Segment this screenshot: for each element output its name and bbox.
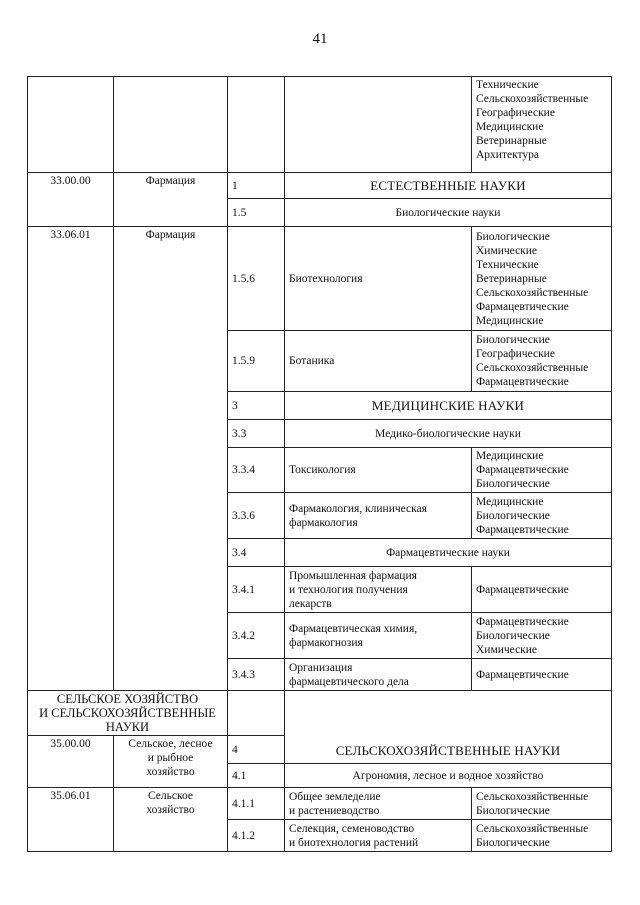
num-cell: 3.4.2 xyxy=(228,613,285,659)
name-cell: Сельское хозяйство xyxy=(114,788,228,852)
table-row xyxy=(28,173,612,199)
num-cell: 3.3.6 xyxy=(228,493,285,539)
code-cell: 35.06.01 xyxy=(28,788,114,852)
table-row xyxy=(28,77,612,173)
code-cell: 33.00.00 xyxy=(28,173,114,227)
spec-cell: Ботаника xyxy=(285,331,472,392)
spec-cell: Токсикология xyxy=(285,448,472,493)
num-cell: 4.1.1 xyxy=(228,788,285,820)
table-row xyxy=(28,227,612,331)
branches-cell: Биологические Географические Сельскохозяйственные Фармацевтические xyxy=(472,331,612,392)
num-cell: 3.3.4 xyxy=(228,448,285,493)
code-cell xyxy=(28,77,114,173)
num-cell: 1.5.6 xyxy=(228,227,285,331)
branches-cell: Технические Сельскохозяйственные Географические Медицинские Ветеринарные Архитектура xyxy=(472,77,612,173)
branches-cell: Сельскохозяйственные Биологические xyxy=(472,788,612,820)
page-number: 41 xyxy=(312,31,328,47)
spec-cell xyxy=(285,77,472,173)
branches-cell: Фармацевтические Биологические Химические xyxy=(472,613,612,659)
num-cell: 3.4.3 xyxy=(228,659,285,691)
spec-cell: Фармакология, клиническая фармакология xyxy=(285,493,472,539)
spec-cell: Биотехнология xyxy=(285,227,472,331)
name-cell: Сельское, лесное и рыбное хозяйство xyxy=(114,736,228,788)
branches-cell: Медицинские Фармацевтические Биологические xyxy=(472,448,612,493)
subsection-heading: Медико-биологические науки xyxy=(285,420,612,448)
num-cell: 3.3 xyxy=(228,420,285,448)
section-heading: МЕДИЦИНСКИЕ НАУКИ xyxy=(285,392,612,420)
spec-cell: Общее земледелие и растениеводство xyxy=(285,788,472,820)
table-row xyxy=(28,788,612,820)
subsection-heading: Биологические науки xyxy=(285,199,612,227)
group-heading: СЕЛЬСКОЕ ХОЗЯЙСТВО И СЕЛЬСКОХОЗЯЙСТВЕННЫЕ НАУКИ xyxy=(28,691,228,736)
spec-cell: Промышленная фармация и технология получения лекарств xyxy=(285,567,472,613)
name-cell: Фармация xyxy=(114,227,228,691)
num-cell: 1.5 xyxy=(228,199,285,227)
branches-cell: Медицинские Биологические Фармацевтические xyxy=(472,493,612,539)
num-cell: 4 xyxy=(228,736,285,764)
num-cell: 1.5.9 xyxy=(228,331,285,392)
section-heading: ЕСТЕСТВЕННЫЕ НАУКИ xyxy=(285,173,612,199)
subsection-heading: Фармацевтические науки xyxy=(285,539,612,567)
num-cell xyxy=(228,77,285,173)
branches-cell: Фармацевтические xyxy=(472,567,612,613)
branches-cell: Фармацевтические xyxy=(472,659,612,691)
num-cell: 1 xyxy=(228,173,285,199)
specialties-table xyxy=(27,76,612,852)
subsection-heading: Агрономия, лесное и водное хозяйство xyxy=(285,764,612,788)
branches-cell: Сельскохозяйственные Биологические xyxy=(472,820,612,852)
num-cell: 4.1 xyxy=(228,764,285,788)
name-cell: Фармация xyxy=(114,173,228,227)
name-cell xyxy=(114,77,228,173)
section-heading: СЕЛЬСКОХОЗЯЙСТВЕННЫЕ НАУКИ xyxy=(285,691,612,764)
spec-cell: Фармацевтическая химия, фармакогнозия xyxy=(285,613,472,659)
spec-cell: Организация фармацевтического дела xyxy=(285,659,472,691)
code-cell: 33.06.01 xyxy=(28,227,114,691)
num-cell: 4.1.2 xyxy=(228,820,285,852)
table-row xyxy=(28,691,612,736)
code-cell: 35.00.00 xyxy=(28,736,114,788)
num-cell: 3 xyxy=(228,392,285,420)
num-cell xyxy=(228,691,285,736)
spec-cell: Селекция, семеноводство и биотехнология растений xyxy=(285,820,472,852)
branches-cell: Биологические Химические Технические Ветеринарные Сельскохозяйственные Фармацевтические Медицинские xyxy=(472,227,612,331)
num-cell: 3.4 xyxy=(228,539,285,567)
num-cell: 3.4.1 xyxy=(228,567,285,613)
